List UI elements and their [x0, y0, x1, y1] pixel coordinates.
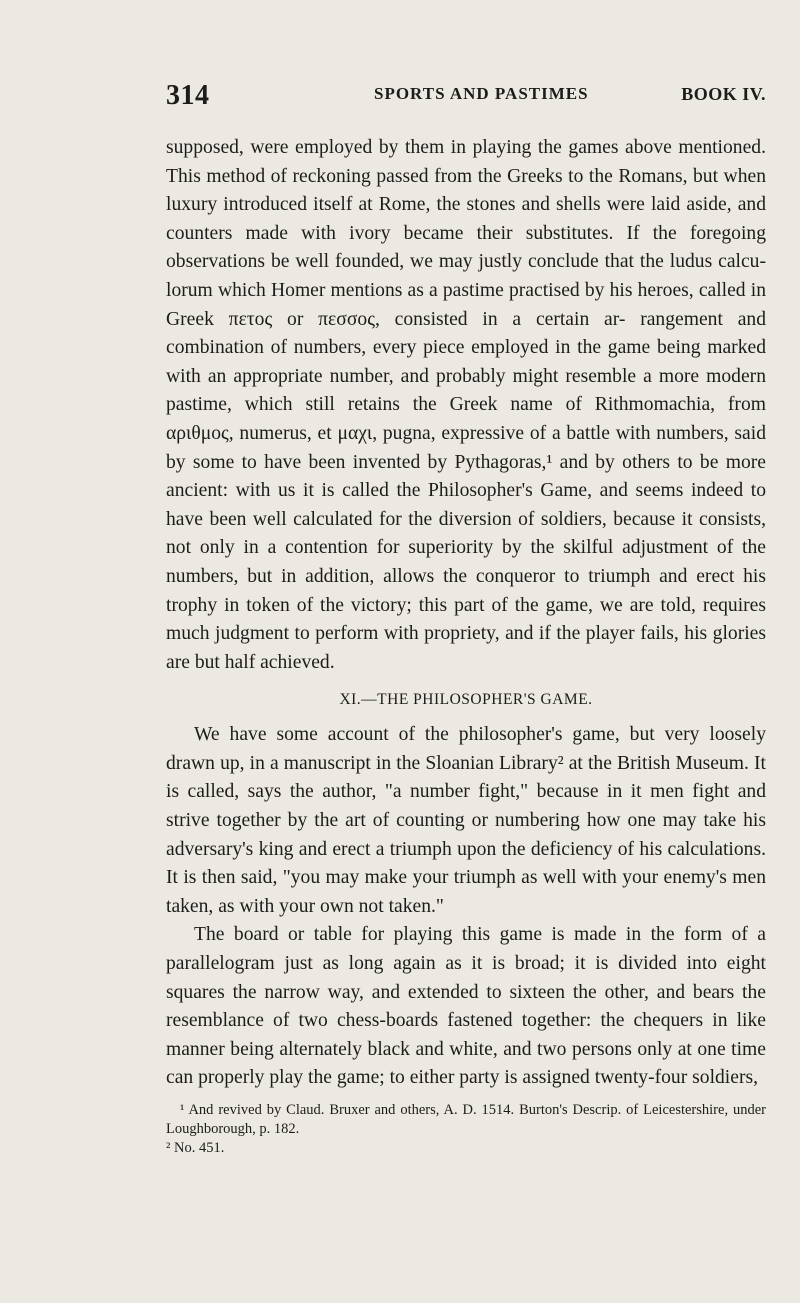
page-number: 314: [166, 80, 210, 111]
paragraph-board-description: The board or table for playing this game is made in the form of a parallelogram just as long again as it is broad; it is divided into eight squares the narrow way, and extended to sixteen the other, and bears the resemblance of two chess-boards fastened together: the chequers in like manner being alternately black and white, and two persons only at one time can properly play the game; to either party is assigned twenty-four soldiers,: [166, 924, 766, 1089]
running-head: SPORTS AND PASTIMES: [374, 84, 589, 103]
page-header: [166, 80, 766, 116]
section-title: XI.—THE PHILOSOPHER'S GAME.: [339, 691, 593, 709]
paragraph-continuation: supposed, were employed by them in playing the games above mentioned. This method of reckoning passed from the Greeks to the Romans, but when luxury introduced itself at Rome, the stones and shells were laid aside, and counters made with ivory became their substitutes. If the foregoing observations be well founded, we may justly conclude that the ludus calcu- lorum which Homer mentions as a pastime practised by his heroes, called in Greek πετος or πεσσος, consisted in a certain ar- rangement and combination of numbers, every piece employed in the game being marked with an appropriate number, and probably might resemble a more modern pastime, which still retains the Greek name of Rithmomachia, from αριθμος, numerus, et μαχι, pugna, expressive of a battle with numbers, said by some to have been invented by Pythagoras,¹ and by others to be more ancient: with us it is called the Philosopher's Game, and seems indeed to have been well calculated for the diversion of soldiers, because it consists, not only in a contention for superiority by the skilful adjustment of the numbers, but in addition, allows the conqueror to triumph and erect his trophy in token of the victory; this part of the game, we are told, requires much judgment to perform with propriety, and if the player fails, his glories are but half achieved.: [166, 137, 766, 673]
footnotes: [166, 1101, 766, 1158]
footnote-1: ¹ And revived by Claud. Bruxer and others, A. D. 1514. Burton's Descrip. of Leicestershire, under Loughborough, p. 182.: [166, 1102, 766, 1137]
paragraph-philosophers-game: We have some account of the philosopher's game, but very loosely drawn up, in a manuscript in the Sloanian Library² at the British Museum. It is called, says the author, "a number fight," because in it men fight and strive together by the art of counting or numbering how one may take his adversary's king and erect a triumph upon the deficiency of his calculations. It is then said, "you may make your triumph as well with your enemy's men taken, as with your own not taken.": [166, 724, 766, 917]
page-body: [166, 134, 766, 1158]
footnote-2: ² No. 451.: [166, 1140, 225, 1156]
book-label: BOOK IV.: [681, 84, 766, 104]
